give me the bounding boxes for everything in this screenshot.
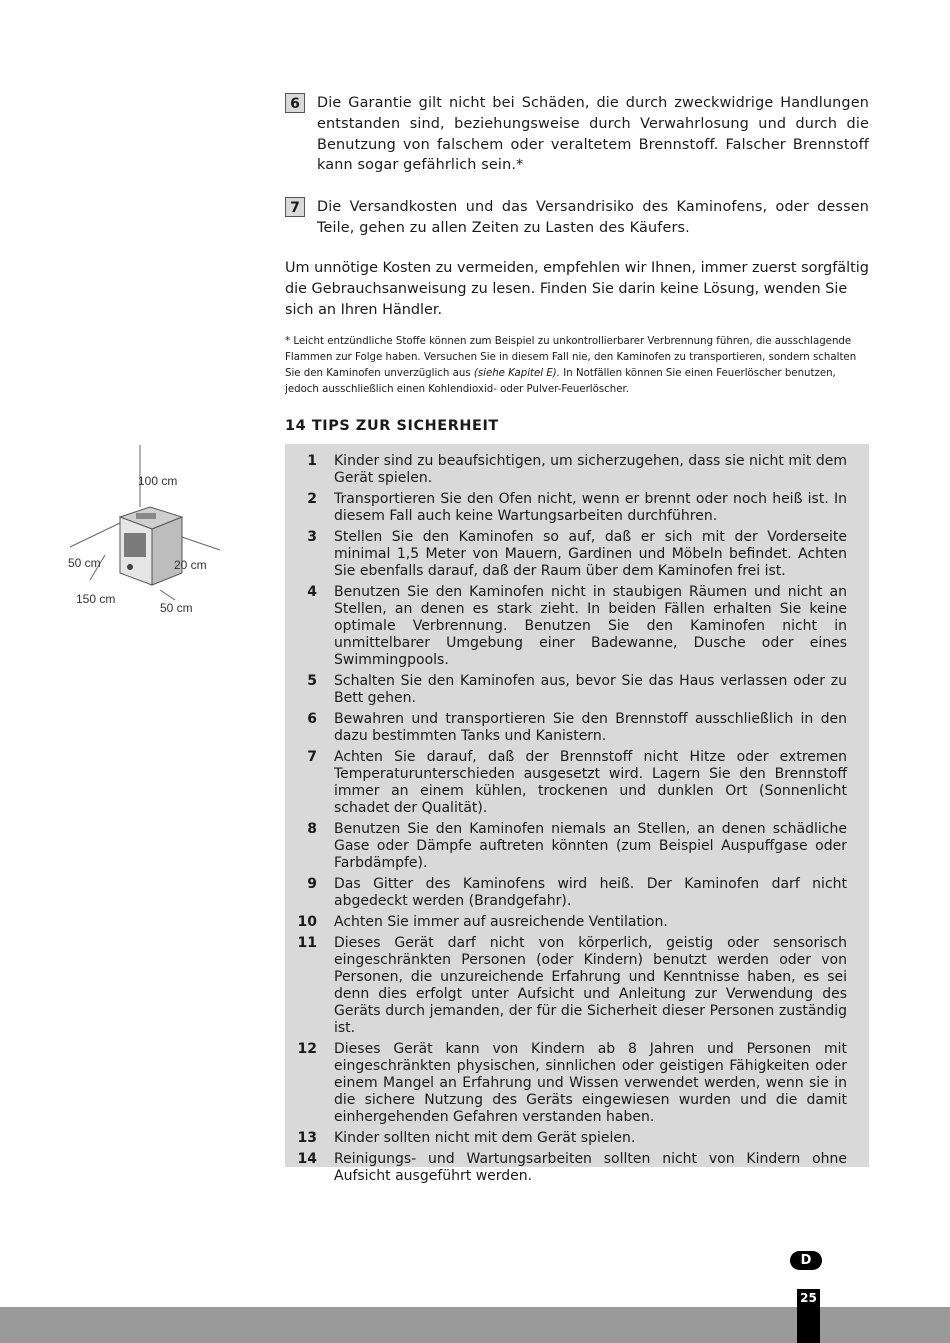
tip-number: 9 [307, 876, 317, 892]
tip-text: Stellen Sie den Kaminofen so auf, daß er sich mit der Vorderseite minimal 1,5 Meter von Mauern, Gardinen und Möbeln befindet. Achten Sie ebenfalls darauf, daß der Raum über dem Kaminofen frei ist. [334, 529, 847, 579]
tip-item [285, 453, 847, 487]
page-number: 25 [800, 1291, 817, 1305]
tip-text: Dieses Gerät kann von Kindern ab 8 Jahren und Personen mit eingeschränkten physischen, sinnlichen oder geistigen Fähigkeiten oder einem Mangel an Erfahrung und Wissen verwendet werden, wenn sie in die sichere Nutzung des Geräts eingewiesen wurden und die damit einhergehenden Gefahren verstanden haben. [334, 1041, 847, 1125]
footnote-part1: * Leicht entzündliche Stoffe können zum Beispiel zu unkontrollierbarer Verbrennung führen, die ausschlagende Flammen zur Folge haben. Versuchen Sie in diesem Fall nie, den Kaminofen zu transportieren, sondern schalten Sie den Kaminofen unverzüglich aus [285, 336, 857, 379]
safety-tips-box [285, 444, 869, 1184]
footnote [285, 334, 869, 398]
tip-text: Achten Sie darauf, daß der Brennstoff nicht Hitze oder extremen Temperaturunterschieden ausgesetzt wird. Lagern Sie den Brennstoff immer an einem kühlen, trockenen und dunklen Ort (Sonnenlicht schadet der Qualität). [334, 749, 847, 816]
tip-number: 13 [297, 1130, 317, 1146]
tip-text: Das Gitter des Kaminofens wird heiß. Der Kaminofen darf nicht abgedeckt werden (Brandgefahr). [334, 876, 847, 909]
tip-text: Schalten Sie den Kaminofen aus, bevor Sie das Haus verlassen oder zu Bett gehen. [334, 673, 847, 706]
tip-number: 3 [307, 529, 317, 545]
tip-item [285, 711, 847, 745]
tip-number: 10 [297, 914, 317, 930]
tip-item [285, 1041, 847, 1126]
clearance-diagram [60, 445, 230, 620]
tip-item [285, 584, 847, 669]
tip-text: Dieses Gerät darf nicht von körperlich, geistig oder sensorisch eingeschränkten Personen (oder Kindern) benutzt werden oder von Personen, die unzureichende Erfahrung und Kenntnisse haben, es sei denn dies erfolgt unter Aufsicht und Anleitung zur Verwendung des Geräts durch jemanden, der für die Sicherheit dieser Personen zuständig ist. [334, 935, 847, 1036]
warranty-item-6 [285, 93, 869, 176]
tip-text: Bewahren und transportieren Sie den Brennstoff ausschließlich in den dazu bestimmten Tanks und Kanistern. [334, 711, 847, 744]
tip-item [285, 1151, 847, 1185]
item-number-box: 7 [285, 197, 305, 217]
language-badge: D [790, 1251, 822, 1270]
label-100cm: 100 cm [138, 474, 178, 488]
tip-item [285, 876, 847, 910]
tip-text: Benutzen Sie den Kaminofen niemals an Stellen, an denen schädliche Gase oder Dämpfe auftreten könnten (zum Beispiel Auspuffgase oder Farbdämpfe). [334, 821, 847, 871]
tip-number: 11 [297, 935, 317, 951]
label-50cm-left: 50 cm [68, 556, 101, 570]
footnote-part2: In Notfällen können Sie einen Feuerlöscher benutzen, jedoch ausschließlich einen Kohlendioxid- oder Pulver-Feuerlöscher. [285, 368, 836, 395]
tip-text: Kinder sind zu beaufsichtigen, um sicherzugehen, dass sie nicht mit dem Gerät spielen. [334, 453, 847, 486]
footnote-reference: (siehe Kapitel E). [473, 368, 561, 379]
tip-text: Achten Sie immer auf ausreichende Ventilation. [334, 914, 668, 930]
tip-item [285, 821, 847, 872]
tip-text: Benutzen Sie den Kaminofen nicht in staubigen Räumen und nicht an Stellen, an denen es stark zieht. In beiden Fällen erhalten Sie keine optimale Verbrennung. Benutzen Sie den Kaminofen nicht in unmittelbarer Umgebung einer Badewanne, Dusche oder eines Swimmingpools. [334, 584, 847, 668]
page-number-tab [797, 1289, 820, 1343]
tip-item [285, 529, 847, 580]
label-50cm-bottom: 50 cm [160, 601, 193, 615]
stove-icon [120, 507, 182, 585]
warranty-item-text: Die Versandkosten und das Versandrisiko des Kaminofens, oder dessen Teile, gehen zu allen Zeiten zu Lasten des Käufers. [317, 199, 869, 236]
tip-number: 6 [307, 711, 317, 727]
label-20cm: 20 cm [174, 558, 207, 572]
tip-number: 5 [307, 673, 317, 689]
tip-number: 8 [307, 821, 317, 837]
tip-text: Reinigungs- und Wartungsarbeiten sollten nicht von Kindern ohne Aufsicht ausgeführt werden. [334, 1151, 847, 1184]
label-150cm: 150 cm [76, 592, 116, 606]
intro-paragraph: Um unnötige Kosten zu vermeiden, empfehlen wir Ihnen, immer zuerst sorgfältig die Gebrauchsanweisung zu lesen. Finden Sie darin keine Lösung, wenden Sie sich an Ihren Händler. [285, 260, 869, 318]
safety-tips-list [285, 444, 869, 1185]
tip-text: Transportieren Sie den Ofen nicht, wenn er brennt oder noch heiß ist. In diesem Fall auch keine Wartungsarbeiten durchführen. [334, 491, 847, 524]
warranty-item-7 [285, 197, 869, 239]
tip-number: 12 [297, 1041, 317, 1057]
item-number-box: 6 [285, 93, 305, 113]
warranty-item-text: Die Garantie gilt nicht bei Schäden, die durch zweckwidrige Handlungen entstanden sind, beziehungsweise durch Verwahrlosung und durch die Benutzung von falschem oder veraltetem Brennstoff. Falscher Brennstoff kann sogar gefährlich sein.* [317, 95, 869, 174]
tip-item [285, 1130, 847, 1147]
tip-item [285, 914, 847, 931]
tip-number: 7 [307, 749, 317, 765]
tip-item [285, 673, 847, 707]
tip-item [285, 935, 847, 1037]
tip-text: Kinder sollten nicht mit dem Gerät spielen. [334, 1130, 636, 1146]
tip-number: 14 [297, 1151, 317, 1167]
tip-number: 4 [307, 584, 317, 600]
tip-number: 1 [307, 453, 317, 469]
tip-item [285, 749, 847, 817]
tip-item [285, 491, 847, 525]
section-title: 14 TIPS ZUR SICHERHEIT [285, 418, 499, 434]
tip-number: 2 [307, 491, 317, 507]
